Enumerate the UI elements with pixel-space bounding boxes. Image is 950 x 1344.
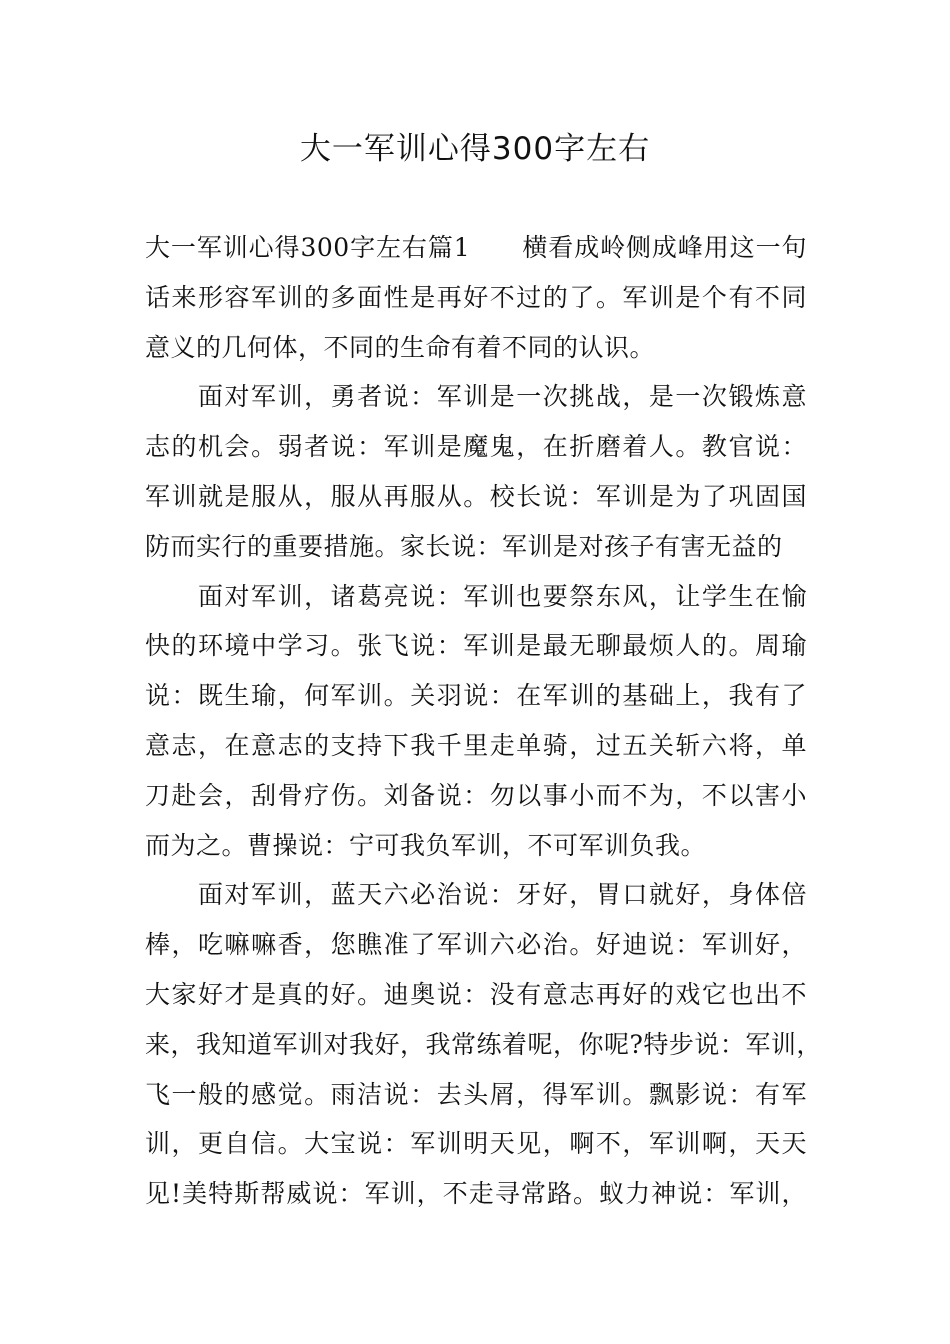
text-line: 见!美特斯帮威说：军训，不走寻常路。蚁力神说：军训， (145, 1179, 807, 1209)
text-line: 防而实行的重要措施。家长说：军训是对孩子有害无益的 (145, 531, 783, 561)
text-line: 话来形容军训的多面性是再好不过的了。军训是个有不同 (145, 282, 807, 312)
text-line: 面对军训，诸葛亮说：军训也要祭东风，让学生在愉 (198, 581, 807, 611)
text-line: 刀赴会，刮骨疗伤。刘备说：勿以事小而不为，不以害小 (145, 780, 807, 810)
text-line: 大一军训心得300字左右篇1 横看成岭侧成峰用这一句 (145, 233, 807, 262)
text-line: 面对军训，蓝天六必治说：牙好，胃口就好，身体倍 (198, 880, 807, 910)
text-line: 训，更自信。大宝说：军训明天见，啊不，军训啊，天天 (145, 1129, 807, 1159)
text-line: 而为之。曹操说：宁可我负军训，不可军训负我。 (145, 830, 707, 860)
text-line: 志的机会。弱者说：军训是魔鬼，在折磨着人。教官说： (145, 432, 807, 462)
document-title: 大一军训心得300字左右 (299, 131, 651, 167)
text-line: 棒，吃嘛嘛香，您瞧准了军训六必治。好迪说：军训好， (145, 930, 807, 960)
text-line: 说：既生瑜，何军训。关羽说：在军训的基础上，我有了 (145, 681, 807, 711)
text-line: 来，我知道军训对我好，我常练着呢，你呢?特步说：军训， (145, 1029, 822, 1059)
text-line: 飞一般的感觉。雨洁说：去头屑，得军训。飘影说：有军 (145, 1079, 807, 1109)
document-body (145, 223, 822, 1219)
text-line: 军训就是服从，服从再服从。校长说：军训是为了巩固国 (145, 481, 807, 511)
text-line: 大家好才是真的好。迪奥说：没有意志再好的戏它也出不 (145, 979, 807, 1009)
text-line: 意志，在意志的支持下我千里走单骑，过五关斩六将，单 (145, 730, 807, 760)
text-line: 快的环境中学习。张飞说：军训是最无聊最烦人的。周瑜 (145, 631, 807, 661)
text-line: 面对军训，勇者说：军训是一次挑战，是一次锻炼意 (198, 382, 807, 412)
text-line: 意义的几何体，不同的生命有着不同的认识。 (145, 332, 656, 362)
